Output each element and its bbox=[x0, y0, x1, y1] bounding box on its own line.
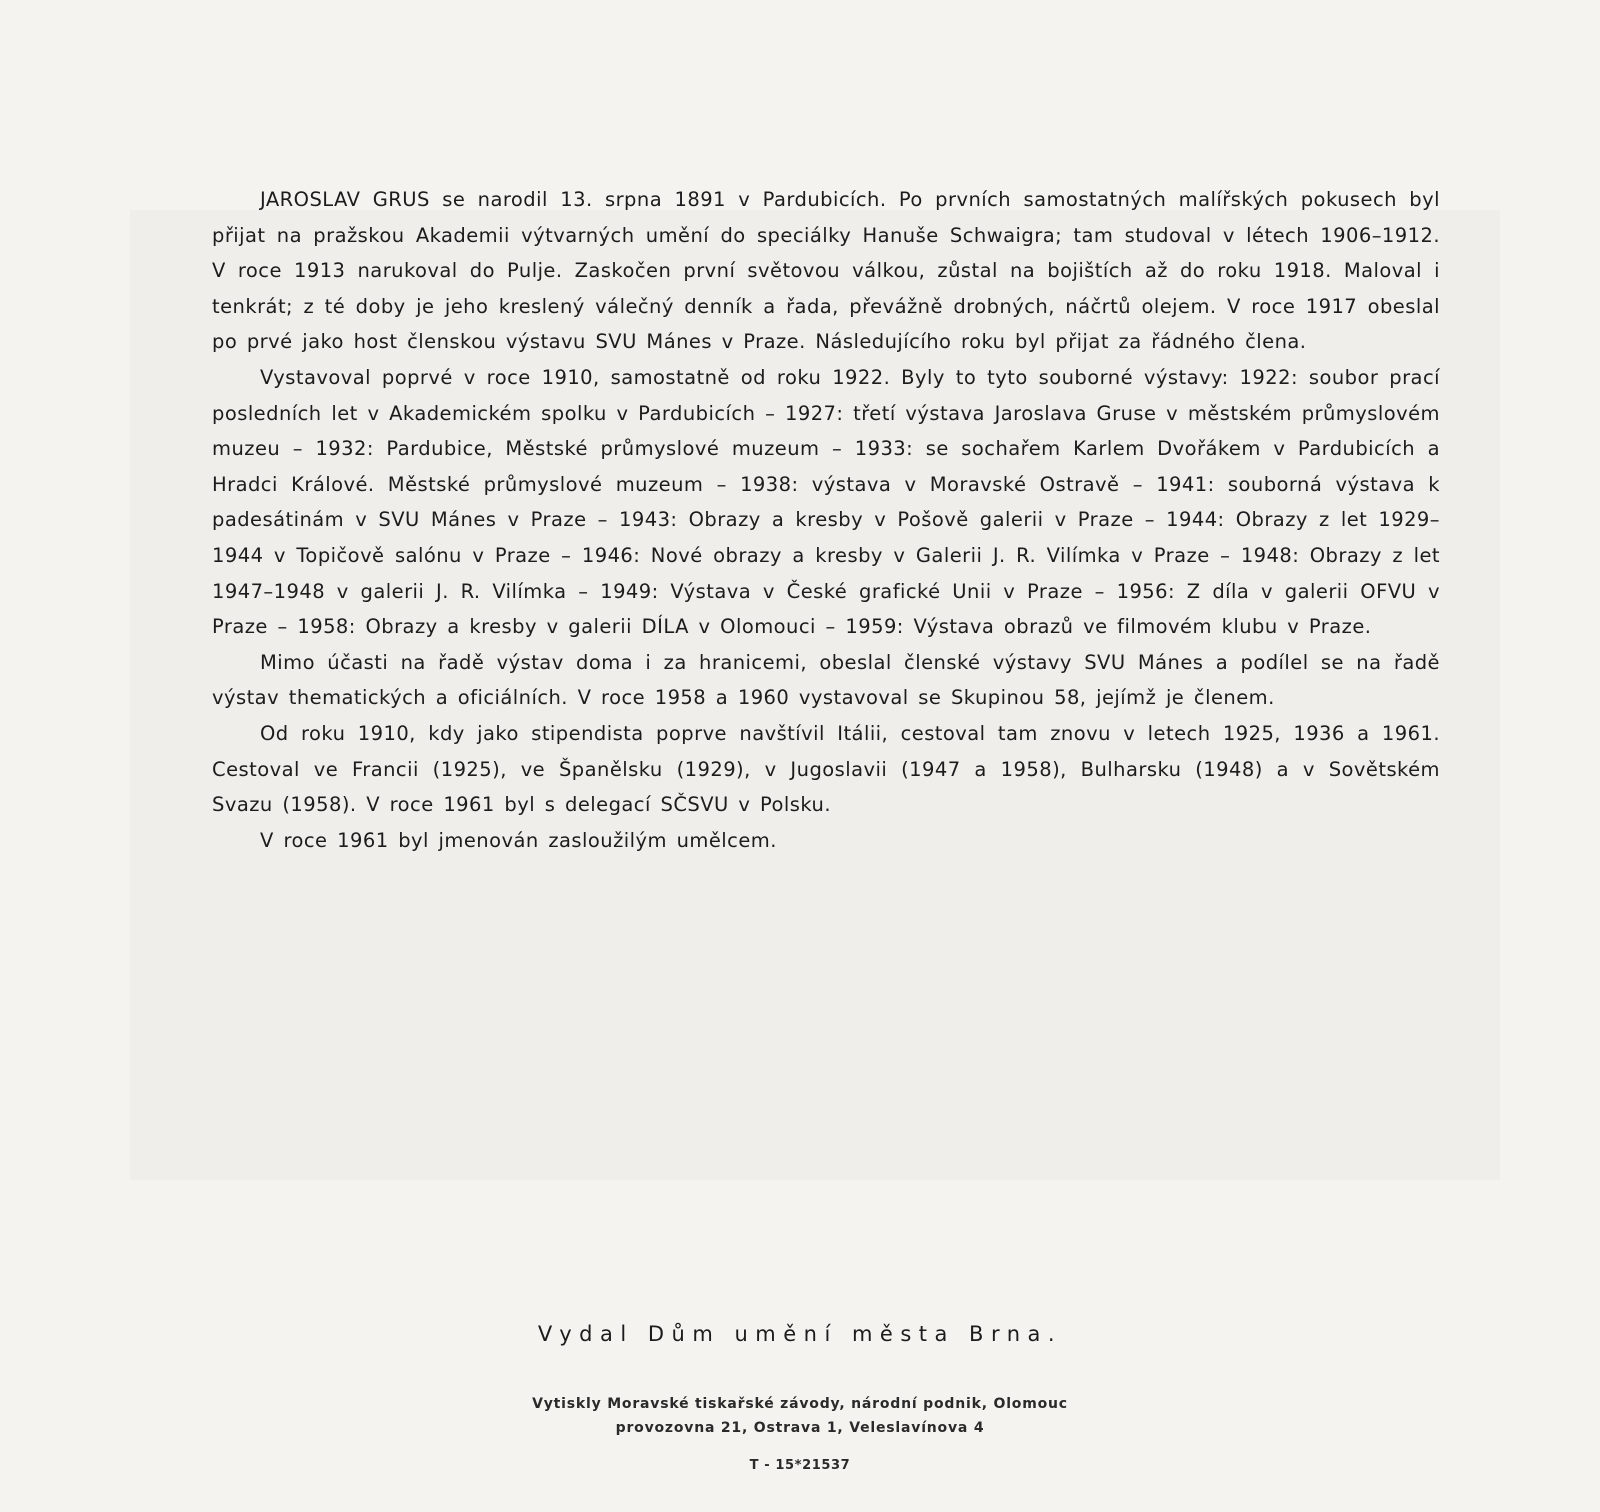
catalog-code: T - 15*21537 bbox=[749, 1458, 851, 1473]
publisher-line: Vydal Dům umění města Brna. bbox=[537, 1322, 1063, 1346]
biography-paragraph-4: Od roku 1910, kdy jako stipendista poprve navštívil Itálii, cestoval tam znovu v letech 1925, 1936 a 1961. Cestoval ve Francii (1925), ve Španělsku (1929), v Jugoslavii (1947 a 1958), Bulharsku (1948) a v Sovětském Svazu (1958). V roce 1961 byl s delegací SČSVU v Polsku. bbox=[212, 721, 1440, 817]
biography-paragraph-3: Mimo účasti na řadě výstav doma i za hranicemi, obeslal členské výstavy SVU Mánes a podílel se na řadě výstav thematických a oficiálních. V roce 1958 a 1960 vystavoval se Skupinou 58, jejímž je členem. bbox=[212, 650, 1440, 710]
printer-line-2: provozovna 21, Ostrava 1, Veleslavínova 4 bbox=[615, 1420, 985, 1436]
printer-line-1: Vytiskly Moravské tiskařské závody, národní podnik, Olomouc bbox=[532, 1396, 1068, 1412]
biography-text bbox=[212, 182, 1440, 858]
biography-paragraph-5: V roce 1961 byl jmenován zasloužilým umělcem. bbox=[260, 828, 777, 852]
biography-paragraph-1: JAROSLAV GRUS se narodil 13. srpna 1891 v Pardubicích. Po prvních samostatných malířských pokusech byl přijat na pražskou Akademii výtvarných umění do speciálky Hanuše Schwaigra; tam studoval v létech 1906–1912. V roce 1913 narukoval do Pulje. Zaskočen první světovou válkou, zůstal na bojištích až do roku 1918. Maloval i tenkrát; z té doby je jeho kreslený válečný denník a řada, převážně drobných, náčrtů olejem. V roce 1917 obeslal po prvé jako host členskou výstavu SVU Mánes v Praze. Následujícího roku byl přijat za řádného člena. bbox=[212, 188, 1440, 354]
biography-paragraph-2: Vystavoval poprvé v roce 1910, samostatně od roku 1922. Byly to tyto souborné výstavy: 1922: soubor prací posledních let v Akademickém spolku v Pardubicích – 1927: třetí výstava Jaroslava Gruse v městském průmyslovém muzeu – 1932: Pardubice, Městské průmyslové muzeum – 1933: se sochařem Karlem Dvořákem v Pardubicích a Hradci Králové. Městské průmyslové muzeum – 1938: výstava v Moravské Ostravě – 1941: souborná výstava k padesátinám v SVU Mánes v Praze – 1943: Obrazy a kresby v Pošově galerii v Praze – 1944: Obrazy z let 1929–1944 v Topičově salónu v Praze – 1946: Nové obrazy a kresby v Galerii J. R. Vilímka v Praze – 1948: Obrazy z let 1947–1948 v galerii J. R. Vilímka – 1949: Výstava v České grafické Unii v Praze – 1956: Z díla v galerii OFVU v Praze – 1958: Obrazy a kresby v galerii DÍLA v Olomouci – 1959: Výstava obrazů ve filmovém klubu v Praze. bbox=[212, 365, 1440, 639]
printer-info bbox=[0, 1392, 1600, 1440]
